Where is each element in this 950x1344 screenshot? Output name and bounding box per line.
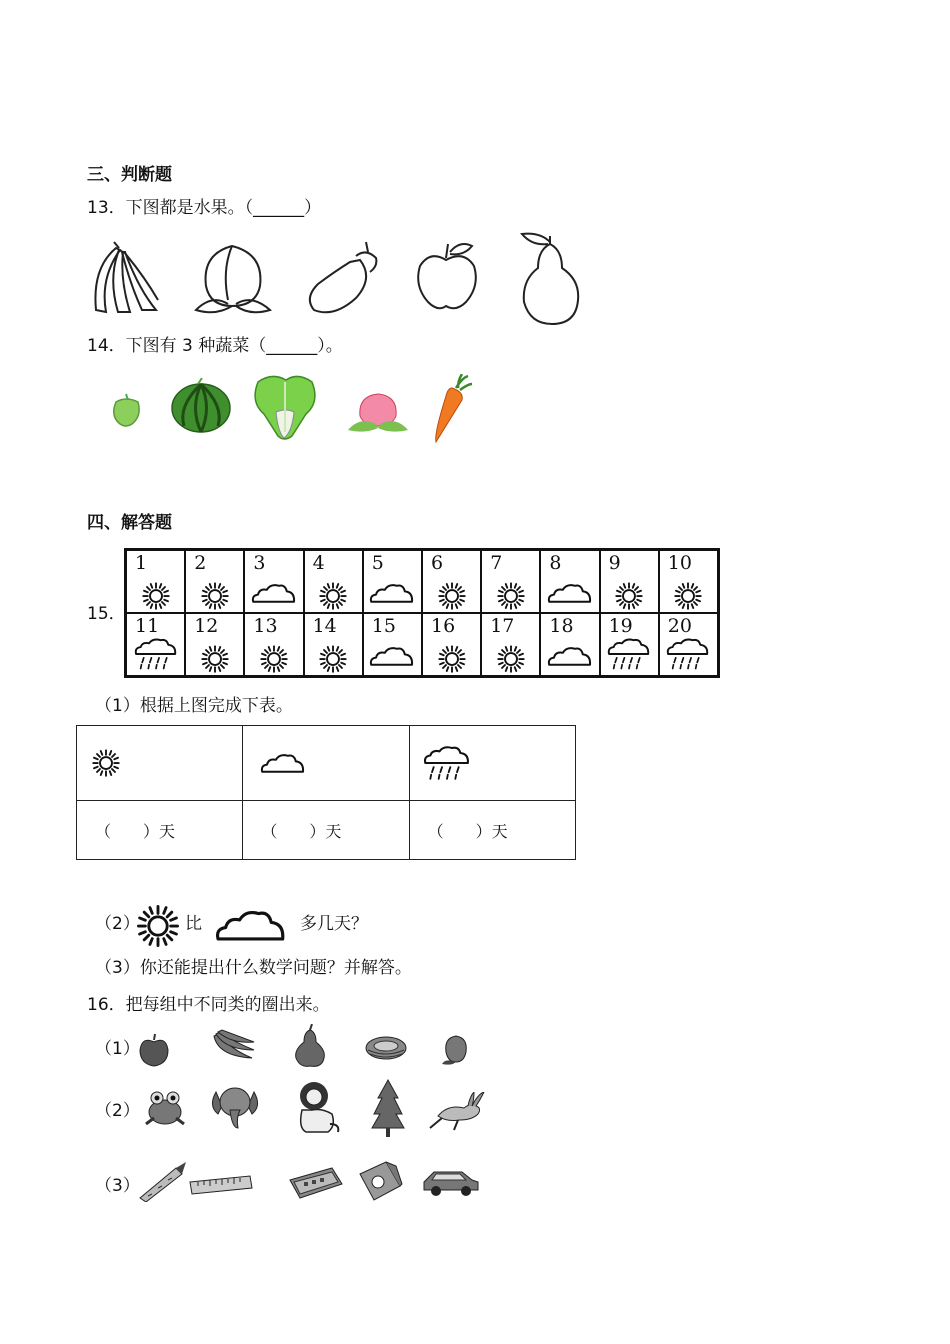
pencil-case-icon[interactable] bbox=[288, 1166, 344, 1200]
calendar-day-number: 1 bbox=[135, 552, 148, 574]
calendar-day-cell bbox=[481, 550, 540, 613]
sun-icon bbox=[496, 581, 526, 611]
calendar-day-cell bbox=[540, 550, 599, 613]
calendar-day-cell bbox=[126, 613, 185, 676]
table-header-rainy bbox=[409, 726, 575, 801]
q13-text: 13．下图都是水果。（______） bbox=[87, 198, 322, 218]
watermelon-icon bbox=[170, 378, 232, 434]
sun-icon bbox=[135, 903, 181, 949]
rain-icon bbox=[665, 636, 711, 672]
q15-number: 15． bbox=[87, 604, 126, 624]
count-cell-sunny[interactable]: （ ）天 bbox=[77, 801, 243, 860]
sun-icon bbox=[259, 644, 289, 674]
calendar-day-cell bbox=[363, 550, 422, 613]
q15-part2-mid: 比 bbox=[185, 914, 202, 934]
calendar-day-number: 5 bbox=[371, 552, 384, 574]
calendar-day-cell bbox=[540, 613, 599, 676]
rain-icon bbox=[606, 636, 652, 672]
q16-group2-label: （2） bbox=[95, 1101, 140, 1121]
q15-part3: （3）你还能提出什么数学问题？并解答。 bbox=[95, 958, 412, 978]
calendar-day-cell bbox=[185, 550, 244, 613]
cloud-icon bbox=[250, 581, 298, 605]
calendar-day-number: 17 bbox=[490, 615, 515, 637]
sun-icon bbox=[318, 581, 348, 611]
calendar-day-cell bbox=[481, 613, 540, 676]
calendar-day-number: 10 bbox=[667, 552, 692, 574]
pear-icon[interactable] bbox=[292, 1024, 328, 1068]
rain-icon bbox=[422, 744, 472, 782]
calendar-day-cell bbox=[422, 550, 481, 613]
cloud-icon bbox=[368, 581, 416, 605]
sun-icon bbox=[437, 581, 467, 611]
q15-part1: （1）根据上图完成下表。 bbox=[95, 696, 293, 716]
calendar-day-number: 6 bbox=[431, 552, 444, 574]
calendar-day-number: 11 bbox=[135, 615, 160, 637]
calendar-day-number: 20 bbox=[667, 615, 692, 637]
apple-icon bbox=[412, 240, 482, 312]
calendar-day-cell bbox=[422, 613, 481, 676]
sun-icon bbox=[200, 581, 230, 611]
apple-icon[interactable] bbox=[136, 1032, 172, 1068]
calendar-day-cell bbox=[244, 613, 303, 676]
cloud-icon bbox=[546, 581, 594, 605]
calendar-day-cell bbox=[600, 550, 659, 613]
q14-text: 14．下图有 3 种蔬菜（______）。 bbox=[87, 336, 343, 356]
calendar-day-cell bbox=[185, 613, 244, 676]
sun-icon bbox=[614, 581, 644, 611]
table-header-cloudy bbox=[243, 726, 409, 801]
weather-count-table bbox=[76, 725, 576, 860]
sun-icon bbox=[91, 748, 121, 778]
weather-calendar bbox=[124, 548, 720, 678]
lion-icon[interactable] bbox=[292, 1080, 342, 1136]
banana-icon[interactable] bbox=[212, 1028, 256, 1062]
calendar-day-number: 19 bbox=[608, 615, 633, 637]
pear-icon bbox=[516, 232, 586, 326]
peach-icon bbox=[192, 240, 274, 316]
count-cell-cloudy[interactable]: （ ）天 bbox=[243, 801, 409, 860]
table-header-sunny bbox=[77, 726, 243, 801]
sun-icon bbox=[200, 644, 230, 674]
calendar-day-number: 18 bbox=[549, 615, 574, 637]
calendar-day-number: 14 bbox=[312, 615, 337, 637]
nest-icon[interactable] bbox=[364, 1034, 408, 1062]
calendar-day-number: 15 bbox=[371, 615, 396, 637]
calendar-day-cell bbox=[659, 550, 718, 613]
cloud-icon bbox=[368, 644, 416, 668]
q16-group1-label: （1） bbox=[95, 1039, 140, 1059]
calendar-day-cell bbox=[304, 613, 363, 676]
banana-icon bbox=[86, 238, 161, 316]
calendar-day-cell bbox=[304, 550, 363, 613]
carrot-icon bbox=[432, 374, 472, 444]
pepper-icon bbox=[110, 392, 144, 428]
rabbit-icon[interactable] bbox=[428, 1092, 486, 1132]
sun-icon bbox=[437, 644, 467, 674]
cloud-icon bbox=[546, 644, 594, 668]
tree-icon[interactable] bbox=[370, 1078, 406, 1138]
calendar-day-number: 2 bbox=[194, 552, 207, 574]
eggplant-icon bbox=[304, 238, 382, 314]
calendar-day-cell bbox=[600, 613, 659, 676]
count-cell-rainy[interactable]: （ ）天 bbox=[409, 801, 575, 860]
calendar-day-number: 4 bbox=[312, 552, 325, 574]
pencil-icon[interactable] bbox=[136, 1162, 188, 1202]
calendar-day-number: 8 bbox=[549, 552, 562, 574]
sharpener-icon[interactable] bbox=[356, 1160, 404, 1204]
calendar-day-cell bbox=[244, 550, 303, 613]
q16-text: 16．把每组中不同类的圈出来。 bbox=[87, 995, 330, 1015]
calendar-day-number: 16 bbox=[431, 615, 456, 637]
ruler-icon[interactable] bbox=[188, 1174, 254, 1196]
cloud-icon bbox=[259, 751, 307, 775]
cabbage-icon bbox=[248, 372, 322, 442]
q15-part2-prefix: （2） bbox=[95, 914, 140, 934]
calendar-day-number: 13 bbox=[253, 615, 278, 637]
calendar-day-number: 9 bbox=[608, 552, 621, 574]
elephant-icon[interactable] bbox=[208, 1084, 262, 1130]
sun-icon bbox=[318, 644, 348, 674]
frog-icon[interactable] bbox=[140, 1088, 190, 1128]
section-title-judge: 三、判断题 bbox=[87, 165, 172, 185]
rain-icon bbox=[133, 636, 179, 672]
section-title-answer: 四、解答题 bbox=[87, 513, 172, 533]
calendar-day-cell bbox=[659, 613, 718, 676]
calendar-day-cell bbox=[363, 613, 422, 676]
peach-icon[interactable] bbox=[440, 1032, 472, 1066]
calendar-day-number: 7 bbox=[490, 552, 503, 574]
calendar-day-cell bbox=[126, 550, 185, 613]
calendar-day-number: 3 bbox=[253, 552, 266, 574]
car-icon[interactable] bbox=[420, 1168, 482, 1198]
sun-icon bbox=[496, 644, 526, 674]
q15-part2-suffix: 多几天？ bbox=[300, 914, 368, 934]
q16-group3-label: （3） bbox=[95, 1176, 140, 1196]
cloud-icon bbox=[208, 906, 294, 944]
sun-icon bbox=[141, 581, 171, 611]
calendar-day-number: 12 bbox=[194, 615, 219, 637]
peach-icon bbox=[346, 390, 410, 434]
sun-icon bbox=[673, 581, 703, 611]
